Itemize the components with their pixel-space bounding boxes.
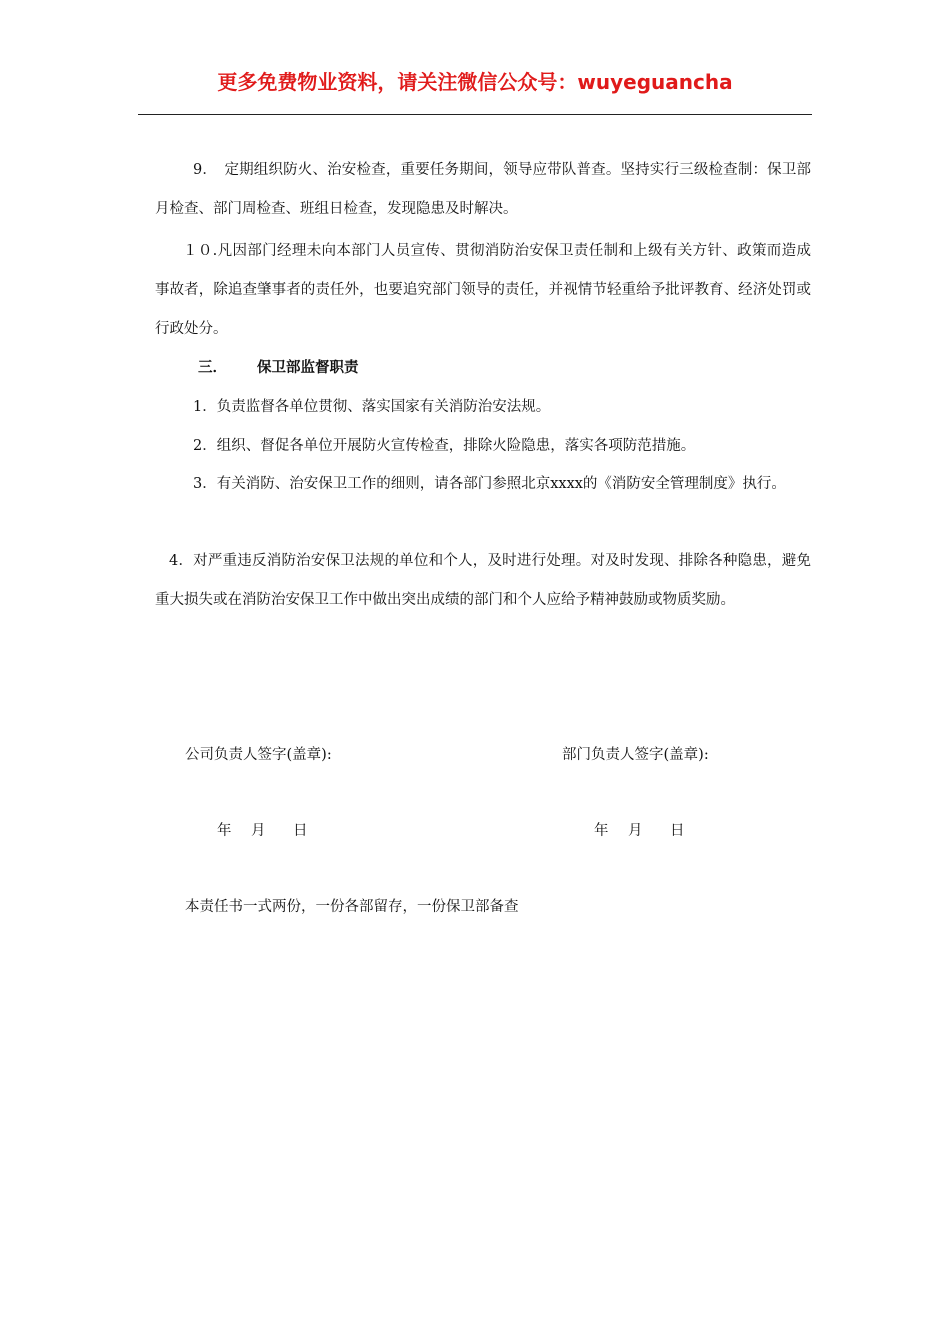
duty-item-4: 4．对严重违反消防治安保卫法规的单位和个人，及时进行处理。对及时发现、排除各种隐患，避免重大损失或在消防治安保卫工作中做出突出成绩的部门和个人应给予精神鼓励或物质奖励。 [155, 553, 811, 608]
date-month: 月 [628, 823, 643, 839]
duty-item-2: 2．组织、督促各单位开展防火宣传检查，排除火险隐患，落实各项防范措施。 [193, 438, 696, 454]
header-divider [138, 114, 812, 115]
duty-item-1: 1．负责监督各单位贯彻、落实国家有关消防治安法规。 [193, 399, 551, 415]
footer-note: 本责任书一式两份，一份各部留存，一份保卫部备查 [185, 899, 519, 915]
section-title: 保卫部监督职责 [257, 360, 359, 376]
section-heading [198, 349, 359, 388]
department-date [594, 819, 685, 840]
duty-item-3: 3．有关消防、治安保卫工作的细则，请各部门参照北京xxxx的《消防安全管理制度》执行。 [193, 476, 786, 492]
date-year: 年 [217, 823, 232, 839]
date-year: 年 [594, 823, 609, 839]
page-header-title: 更多免费物业资料，请关注微信公众号：wuyeguancha [217, 70, 733, 94]
date-month: 月 [251, 823, 266, 839]
section-number: 三． [198, 360, 227, 376]
department-signature-label: 部门负责人签字(盖章): [562, 747, 709, 763]
paragraph-item-9: 9． 定期组织防火、治安检查，重要任务期间，领导应带队普查。坚持实行三级检查制：保卫部月检查、部门周检查、班组日检查，发现隐患及时解决。 [155, 162, 811, 217]
paragraph-item-10: １０.凡因部门经理未向本部门人员宣传、贯彻消防治安保卫责任制和上级有关方针、政策而造成事故者，除追查肇事者的责任外，也要追究部门领导的责任，并视情节轻重给予批评教育、经济处罚或行政处分。 [155, 243, 811, 337]
company-date [217, 819, 308, 840]
company-signature-label: 公司负责人签字(盖章): [185, 747, 332, 763]
date-day: 日 [293, 823, 308, 839]
date-day: 日 [670, 823, 685, 839]
